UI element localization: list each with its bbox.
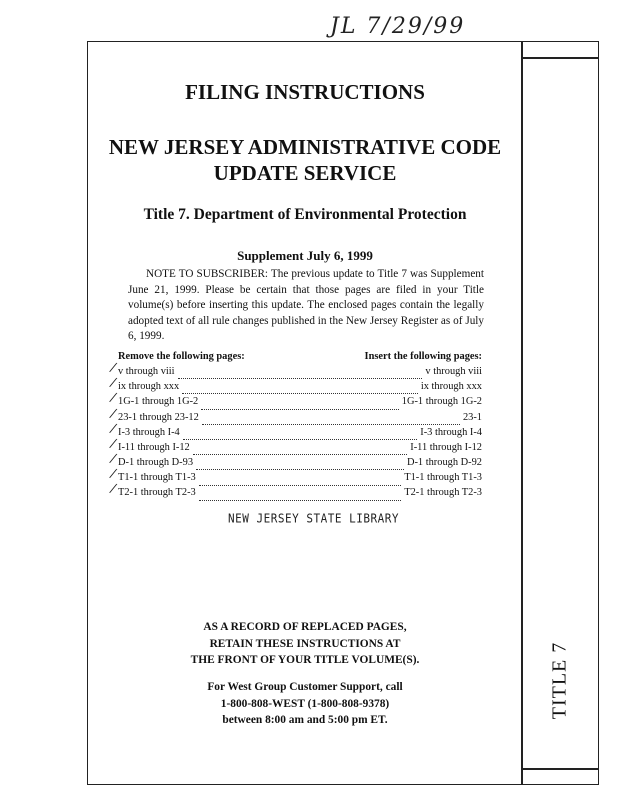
dot-leader	[193, 444, 407, 455]
support-line-1: For West Group Customer Support, call	[207, 681, 403, 693]
code-title-line-2: UPDATE SERVICE	[213, 161, 397, 185]
dot-leader	[183, 429, 417, 440]
handwritten-check-icon: ⁄	[110, 360, 116, 377]
record-notice-line-3: THE FRONT OF YOUR TITLE VOLUME(S).	[190, 654, 420, 666]
dot-leader	[199, 490, 402, 501]
handwritten-check-icon: ⁄	[110, 436, 116, 453]
remove-cell	[110, 436, 190, 455]
remove-cell	[110, 360, 175, 379]
insert-pages: T2-1 through T2-3	[404, 487, 482, 499]
remove-pages: I-11 through I-12	[118, 441, 190, 453]
handwritten-check-icon: ⁄	[110, 482, 116, 498]
record-notice-line-1: AS A RECORD OF REPLACED PAGES,	[203, 621, 407, 633]
dot-leader	[182, 383, 418, 394]
insert-pages: T1-1 through T1-3	[404, 472, 482, 484]
table-row	[110, 391, 482, 409]
remove-pages: T2-1 through T2-3	[118, 487, 196, 499]
code-title	[95, 134, 515, 186]
insert-header: Insert the following pages:	[364, 351, 482, 362]
handwritten-check-icon: ⁄	[110, 376, 116, 392]
library-stamp: NEW JERSEY STATE LIBRARY	[228, 511, 399, 526]
customer-support	[95, 679, 515, 729]
remove-cell	[110, 467, 196, 485]
insert-pages: v through viii	[425, 365, 482, 377]
remove-pages: T1-1 through T1-3	[118, 472, 196, 484]
remove-header: Remove the following pages:	[118, 351, 245, 362]
support-line-3: between 8:00 am and 5:00 pm ET.	[222, 714, 388, 726]
remove-cell	[110, 406, 199, 425]
insert-pages: I-3 through I-4	[420, 426, 482, 438]
insert-pages: ix through xxx	[420, 381, 482, 393]
insert-pages: D-1 through D-92	[406, 457, 482, 469]
handwritten-check-icon: ⁄	[110, 391, 116, 407]
remove-pages: 23-1 through 23-12	[118, 411, 199, 423]
table-row	[110, 421, 482, 440]
support-line-2: 1-800-808-WEST (1-800-808-9378)	[220, 697, 390, 710]
tab-top-rule	[521, 57, 599, 59]
remove-pages: D-1 through D-93	[118, 457, 194, 469]
remove-cell	[110, 391, 199, 409]
supplement-date: Supplement July 6, 1999	[237, 248, 373, 263]
dot-leader	[199, 475, 402, 486]
remove-pages: ix through xxx	[118, 381, 180, 393]
table-row	[110, 406, 482, 425]
record-notice-line-2: RETAIN THESE INSTRUCTIONS AT	[209, 637, 401, 650]
remove-pages: 1G-1 through 1G-2	[118, 396, 199, 408]
code-title-line-1: NEW JERSEY ADMINISTRATIVE CODE	[108, 135, 502, 159]
handwritten-check-icon: ⁄	[110, 406, 116, 422]
table-row	[110, 467, 482, 485]
remove-cell	[110, 421, 180, 440]
handwritten-check-icon: ⁄	[110, 452, 116, 468]
subscriber-note: NOTE TO SUBSCRIBER: The previous update to Title 7 was Supplement June 21, 1999. Please be certain that those pages are filed in your Title volume(s) before inserting this update. The enclosed pages contain the legally adopted text of all rule changes published in the New Jersey Register as of July 6, 1999.	[128, 268, 484, 342]
pages-rows	[110, 360, 482, 501]
record-notice	[95, 619, 515, 669]
title-tab	[530, 610, 590, 750]
tab-bottom-rule	[521, 768, 599, 770]
dot-leader	[196, 459, 404, 470]
title-line: Title 7. Department of Environmental Protection	[143, 206, 467, 223]
remove-cell	[110, 452, 194, 470]
remove-pages: I-3 through I-4	[118, 426, 180, 438]
page-title: FILING INSTRUCTIONS	[185, 80, 425, 104]
handwritten-check-icon: ⁄	[110, 421, 116, 437]
dot-leader	[201, 399, 399, 410]
table-row	[110, 452, 482, 470]
dot-leader	[178, 368, 423, 379]
handwritten-note: JL 7/29/99	[330, 14, 466, 39]
remove-cell	[110, 376, 180, 394]
dot-leader	[202, 414, 460, 425]
insert-pages: I-11 through I-12	[410, 441, 482, 453]
title-tab-label: TITLE 7	[548, 641, 571, 719]
remove-pages: v through viii	[118, 365, 175, 377]
tab-strip-divider	[521, 41, 523, 785]
insert-pages: 23-1	[462, 411, 482, 423]
pages-table	[110, 349, 482, 501]
table-row	[110, 360, 482, 379]
pages-table-header	[118, 349, 482, 364]
table-row	[110, 436, 482, 455]
remove-cell	[110, 482, 196, 500]
table-row	[110, 482, 482, 501]
insert-pages: 1G-1 through 1G-2	[401, 396, 482, 408]
table-row	[110, 376, 482, 394]
handwritten-check-icon: ⁄	[110, 467, 116, 483]
